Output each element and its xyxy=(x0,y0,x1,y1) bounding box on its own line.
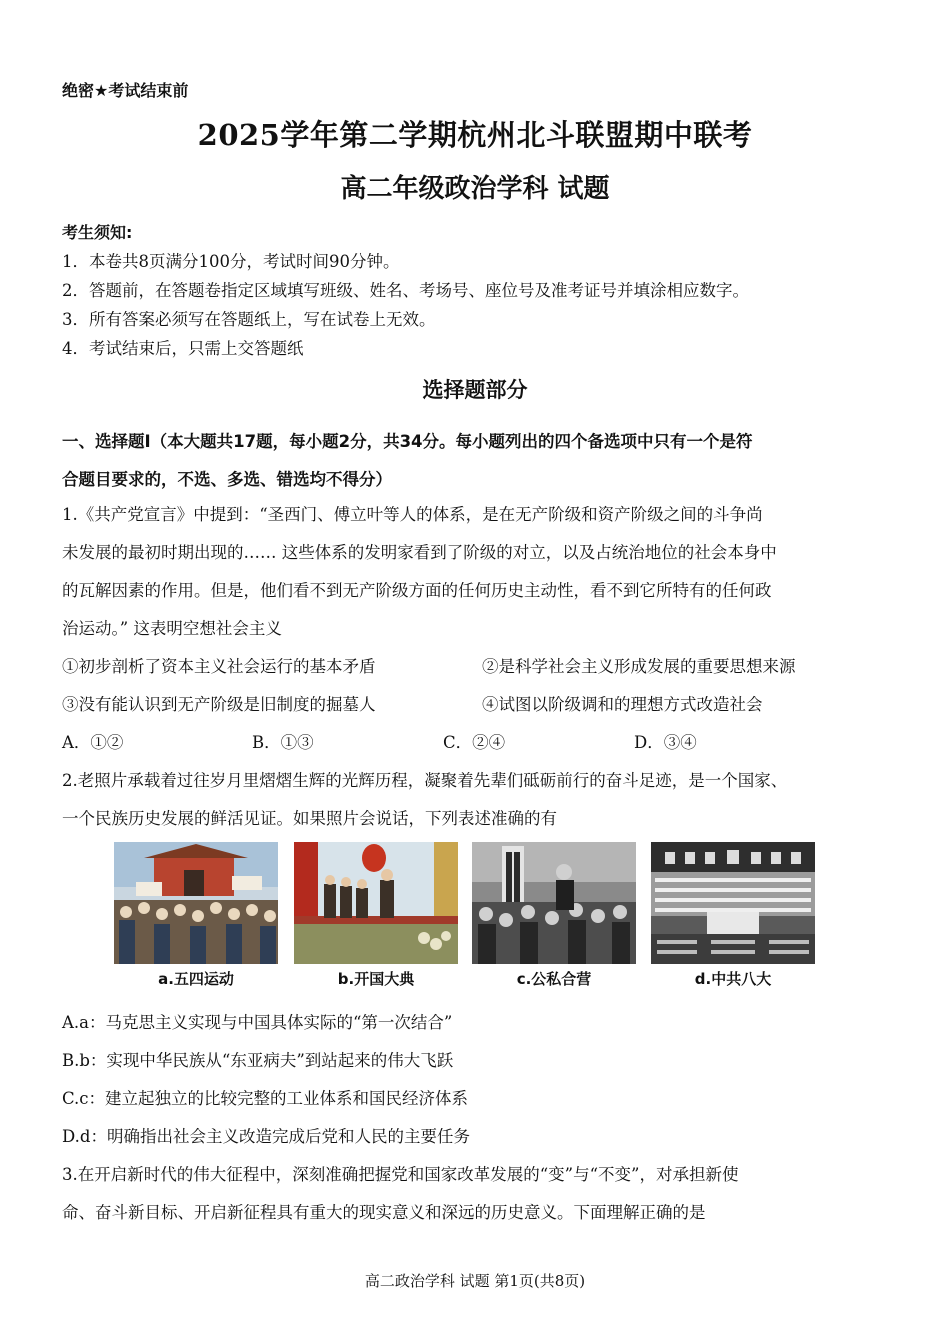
notice-heading: 考生须知: xyxy=(62,223,133,242)
notice-item: 2．答题前，在答题卷指定区域填写班级、姓名、考场号、座位号及准考证号并填涂相应数字。 xyxy=(62,281,749,300)
notice-item: 4．考试结束后，只需上交答题纸 xyxy=(62,339,304,358)
photo-caption: d.中共八大 xyxy=(694,970,772,988)
q2-option-b[interactable]: B.b：实现中华民族从“东亚病夫”到站起来的伟大飞跃 xyxy=(62,1051,454,1070)
q2-option-a[interactable]: A.a：马克思主义实现与中国具体实际的“第一次结合” xyxy=(62,1013,453,1032)
photo-founding-ceremony xyxy=(294,842,458,964)
q1-option-c[interactable]: C．②④ xyxy=(443,733,506,752)
q3-stem: 3.在开启新时代的伟大征程中，深刻准确把握党和国家改革发展的“变”与“不变”，对承担新使 xyxy=(62,1165,739,1184)
q1-stem: 未发展的最初时期出现的…… 这些体系的发明家看到了阶级的对立，以及占统治地位的社会本身中 xyxy=(62,543,777,562)
q2-option-d[interactable]: D.d：明确指出社会主义改造完成后党和人民的主要任务 xyxy=(62,1127,470,1146)
q1-option-d[interactable]: D．③④ xyxy=(634,733,697,752)
q1-stem: 治运动。” 这表明空想社会主义 xyxy=(62,619,282,638)
notice-item: 1．本卷共8页满分100分，考试时间90分钟。 xyxy=(62,252,400,271)
secret-mark: 绝密★考试结束前 xyxy=(62,81,189,100)
q1-statement: ②是科学社会主义形成发展的重要思想来源 xyxy=(482,657,796,676)
photo-caption: b.开国大典 xyxy=(337,970,415,988)
page-footer: 高二政治学科 试题 第1页(共8页) xyxy=(364,1272,586,1290)
photo-joint-venture xyxy=(472,842,636,964)
exam-title: 2025学年第二学期杭州北斗联盟期中联考 xyxy=(197,118,753,152)
photo-may-fourth-image xyxy=(114,842,278,964)
photo-eighth-congress-image xyxy=(651,842,815,964)
q1-option-b[interactable]: B．①③ xyxy=(252,733,314,752)
q2-option-c[interactable]: C.c：建立起独立的比较完整的工业体系和国民经济体系 xyxy=(62,1089,469,1108)
part1-heading: 一、选择题Ⅰ（本大题共17题，每小题2分，共34分。每小题列出的四个备选项中只有一个是符 xyxy=(62,432,753,451)
section-title: 选择题部分 xyxy=(422,377,528,402)
notice-item: 3．所有答案必须写在答题纸上，写在试卷上无效。 xyxy=(62,310,436,329)
photo-may-fourth xyxy=(114,842,278,964)
q1-stem: 的瓦解因素的作用。但是，他们看不到无产阶级方面的任何历史主动性，看不到它所特有的任何政 xyxy=(62,581,772,600)
photo-caption: a.五四运动 xyxy=(158,970,234,988)
photo-strip xyxy=(114,842,818,990)
photo-joint-venture-image xyxy=(472,842,636,964)
exam-subtitle: 高二年级政治学科 试题 xyxy=(340,174,610,204)
q3-stem: 命、奋斗新目标、开启新征程具有重大的现实意义和深远的历史意义。下面理解正确的是 xyxy=(62,1203,706,1222)
photo-caption: c.公私合营 xyxy=(516,970,592,988)
q1-statement: ①初步剖析了资本主义社会运行的基本矛盾 xyxy=(62,657,376,676)
part1-heading: 合题目要求的，不选、多选、错选均不得分） xyxy=(62,470,392,489)
q1-stem: 1.《共产党宣言》中提到：“圣西门、傅立叶等人的体系，是在无产阶级和资产阶级之间的斗争尚 xyxy=(62,505,763,524)
q1-statement: ③没有能认识到无产阶级是旧制度的掘墓人 xyxy=(62,695,376,714)
q1-statement: ④试图以阶级调和的理想方式改造社会 xyxy=(482,695,763,714)
q1-option-a[interactable]: A．①② xyxy=(62,733,124,752)
photo-eighth-congress xyxy=(651,842,815,964)
q2-stem: 2.老照片承载着过往岁月里熠熠生辉的光辉历程，凝聚着先辈们砥砺前行的奋斗足迹，是一个国家、 xyxy=(62,771,788,790)
photo-founding-ceremony-image xyxy=(294,842,458,964)
q2-stem: 一个民族历史发展的鲜活见证。如果照片会说话，下列表述准确的有 xyxy=(62,809,557,828)
